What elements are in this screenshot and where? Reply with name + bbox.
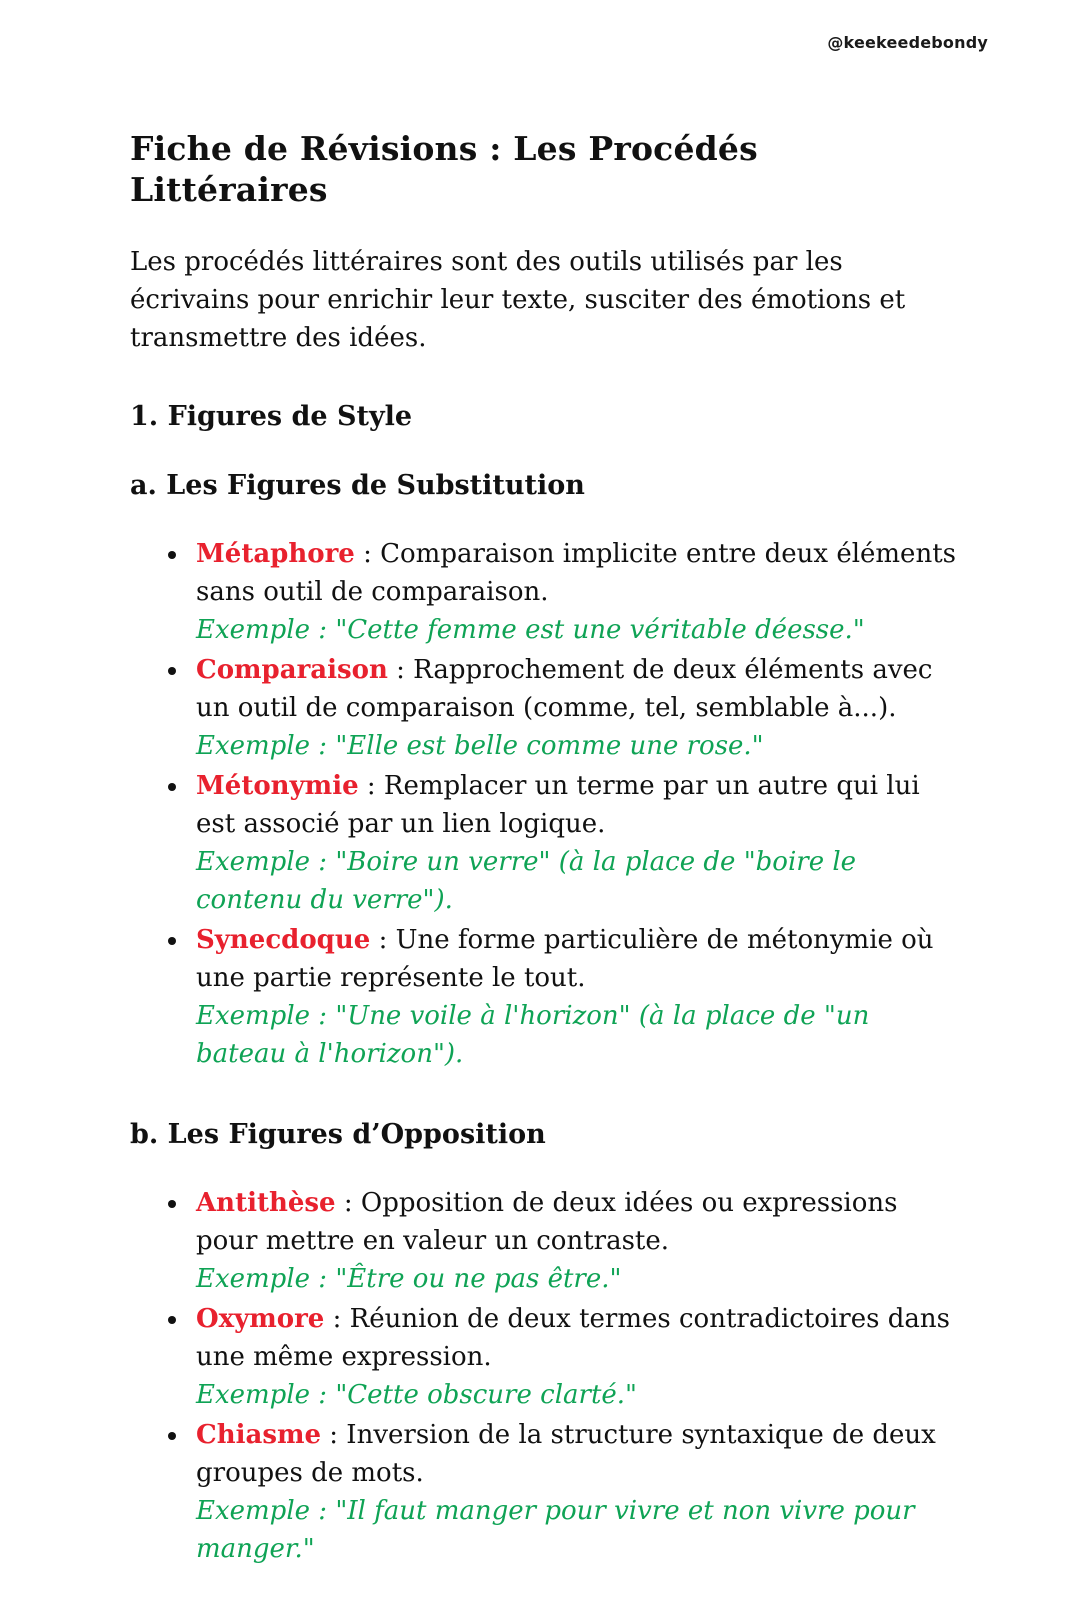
- subsections-container: [130, 470, 962, 1568]
- page-title: Fiche de Révisions : Les Procédés Littéraires: [130, 129, 758, 210]
- list-item: [196, 1300, 962, 1414]
- intro-paragraph: Les procédés littéraires sont des outils utilisés par les écrivains pour enrichir leur texte, susciter des émotions et transmettre des idées.: [130, 246, 906, 353]
- bullet-list: [130, 535, 962, 1073]
- subsection: [130, 470, 962, 1073]
- example-text: Exemple : "Boire un verre" (à la place de "boire le contenu du verre").: [196, 846, 857, 915]
- subsection: [130, 1119, 962, 1568]
- example-text: Exemple : "Elle est belle comme une rose.": [196, 730, 764, 761]
- list-item: [196, 1184, 962, 1298]
- author-handle: @keekeedebondy: [827, 33, 988, 52]
- term-label: Chiasme: [196, 1419, 322, 1450]
- bullet-list: [130, 1184, 962, 1568]
- subsection-heading: a. Les Figures de Substitution: [130, 469, 585, 501]
- example-text: Exemple : "Il faut manger pour vivre et non vivre pour manger.": [196, 1495, 915, 1564]
- term-label: Comparaison: [196, 654, 388, 685]
- term-definition: : Inversion de la structure syntaxique de deux groupes de mots.: [196, 1419, 936, 1488]
- term-label: Antithèse: [196, 1187, 336, 1218]
- term-definition: : Comparaison implicite entre deux éléments sans outil de comparaison.: [196, 538, 956, 607]
- term-label: Oxymore: [196, 1303, 325, 1334]
- document-content: [130, 128, 962, 1614]
- subsection-heading: b. Les Figures d’Opposition: [130, 1118, 546, 1150]
- term-definition: : Réunion de deux termes contradictoires dans une même expression.: [196, 1303, 950, 1372]
- term-definition: : Remplacer un terme par un autre qui lui est associé par un lien logique.: [196, 770, 920, 839]
- term-definition: : Opposition de deux idées ou expressions pour mettre en valeur un contraste.: [196, 1187, 898, 1256]
- list-item: [196, 767, 962, 919]
- example-text: Exemple : "Une voile à l'horizon" (à la place de "un bateau à l'horizon").: [196, 1000, 870, 1069]
- list-item: [196, 1416, 962, 1568]
- list-item: [196, 651, 962, 765]
- term-label: Synecdoque: [196, 924, 371, 955]
- term-label: Métonymie: [196, 770, 359, 801]
- section-heading: 1. Figures de Style: [130, 400, 413, 432]
- term-definition: : Une forme particulière de métonymie où une partie représente le tout.: [196, 924, 934, 993]
- term-label: Métaphore: [196, 538, 355, 569]
- list-item: [196, 921, 962, 1073]
- example-text: Exemple : "Cette obscure clarté.": [196, 1379, 637, 1410]
- term-definition: : Rapprochement de deux éléments avec un outil de comparaison (comme, tel, semblable à...).: [196, 654, 933, 723]
- list-item: [196, 535, 962, 649]
- example-text: Exemple : "Cette femme est une véritable déesse.": [196, 614, 865, 645]
- example-text: Exemple : "Être ou ne pas être.": [196, 1263, 622, 1294]
